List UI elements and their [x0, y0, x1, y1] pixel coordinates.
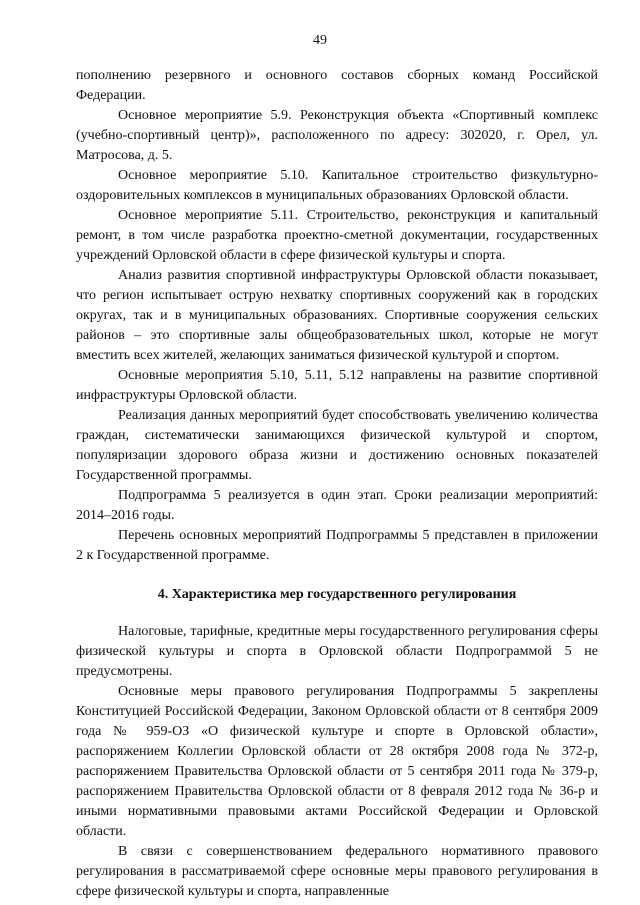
document-body — [76, 66, 598, 902]
paragraph-continuation: пополнению резервного и основного составов сборных команд Российской Федерации. — [76, 68, 598, 103]
paragraph-tax-measures: Налоговые, тарифные, кредитные меры государственного регулирования сферы физической культуры и спорта в Орловской области Подпрограммой 5 не предусмотрены. — [76, 624, 598, 679]
section-heading: 4. Характеристика мер государственного регулирования — [157, 587, 517, 602]
paragraph-legal-regulation: Основные меры правового регулирования Подпрограммы 5 закреплены Конституцией Российской Федерации, Законом Орловской области от 8 сентября 2009 года № 959-ОЗ «О физической культуре и спорте в Орловской области», распоряжением Коллегии Орловской области от 28 октября 2008 года № 372-р, распоряжением Правительства Орловской области от 5 сентября 2011 года № 379-р, распоряжением Правительства Орловской области от 8 февраля 2012 года № 36-р и иными нормативными правовыми актами Российской Федерации и Орловской области. — [76, 684, 598, 839]
paragraph-infrastructure-analysis: Анализ развития спортивной инфраструктуры Орловской области показывает, что регион испытывает острую нехватку спортивных сооружений как в городских округах, так и в муниципальных образованиях. Спортивные сооружения сельских районов – это спортивные залы общеобразовательных школ, которые не могут вместить всех жителей, желающих заниматься физической культурой и спортом. — [76, 268, 598, 363]
paragraph-list-reference: Перечень основных мероприятий Подпрограммы 5 представлен в приложении 2 к Государственной программе. — [76, 528, 598, 563]
paragraph-federal-improvement: В связи с совершенствованием федерального нормативного правового регулирования в рассматриваемой сфере основные меры правового регулирования в сфере физической культуры и спорта, направленные — [76, 844, 598, 899]
paragraph-measure-5-9: Основное мероприятие 5.9. Реконструкция объекта «Спортивный комплекс (учебно-спортивный центр)», расположенного по адресу: 302020, г. Орел, ул. Матросова, д. 5. — [76, 108, 598, 163]
paragraph-measure-5-11: Основное мероприятие 5.11. Строительство, реконструкция и капитальный ремонт, в том числе разработка проектно-сметной документации, государственных учреждений Орловской области в сфере физической культуры и спорта. — [76, 208, 598, 263]
paragraph-stages: Подпрограмма 5 реализуется в один этап. Сроки реализации мероприятий: 2014–2016 годы. — [76, 488, 598, 523]
page-number: 49 — [313, 33, 327, 48]
paragraph-measures-directed: Основные мероприятия 5.10, 5.11, 5.12 направлены на развитие спортивной инфраструктуры Орловской области. — [76, 368, 598, 403]
paragraph-implementation-effect: Реализация данных мероприятий будет способствовать увеличению количества граждан, систематически занимающихся физической культурой и спортом, популяризации здорового образа жизни и достижению основных показателей Государственной программы. — [76, 408, 598, 483]
paragraph-measure-5-10: Основное мероприятие 5.10. Капитальное строительство физкультурно-оздоровительных комплексов в муниципальных образованиях Орловской области. — [76, 168, 598, 203]
